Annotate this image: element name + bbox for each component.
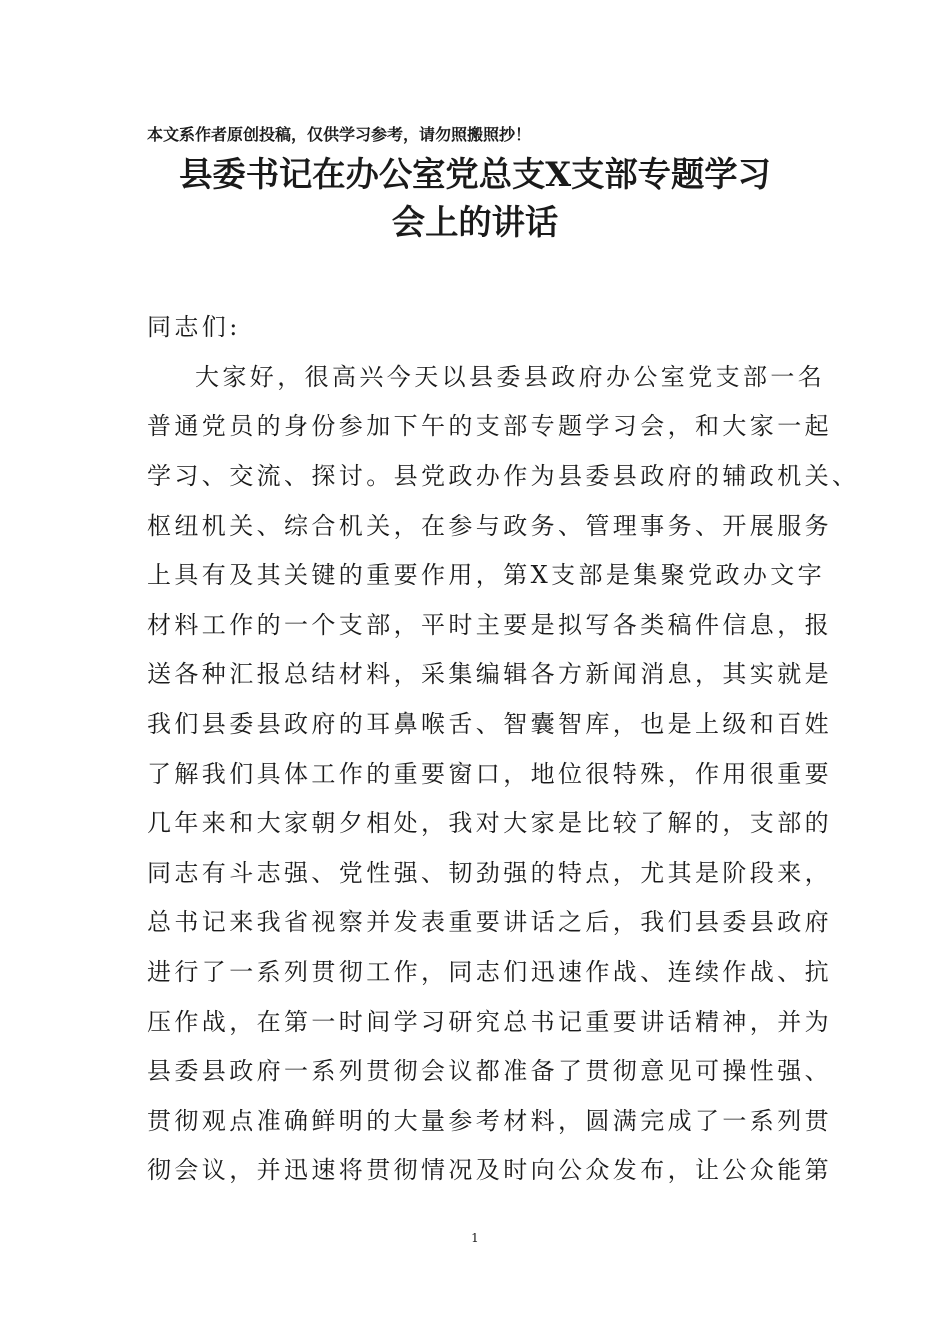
body-line: 材料工作的一个支部，平时主要是拟写各类稿件信息，报 [147, 611, 832, 639]
salutation: 同志们: [147, 313, 241, 341]
body-line: 压作战，在第一时间学习研究总书记重要讲话精神，并为 [147, 1008, 832, 1036]
body-line: 县委县政府一系列贯彻会议都准备了贯彻意见可操性强、 [147, 1057, 832, 1085]
document-title-line-2: 会上的讲话 [391, 203, 559, 243]
body-line: 枢纽机关、综合机关，在参与政务、管理事务、开展服务 [147, 512, 832, 540]
body-line: 贯彻观点准确鲜明的大量参考材料，圆满完成了一系列贯 [147, 1107, 832, 1135]
document-title-line-1: 县委书记在办公室党总支X支部专题学习 [179, 155, 771, 195]
body-line: 进行了一系列贯彻工作，同志们迅速作战、连续作战、抗 [147, 958, 832, 986]
body-line: 同志有斗志强、党性强、韧劲强的特点，尤其是阶段来， [147, 859, 832, 887]
body-line: 上具有及其关键的重要作用，第X支部是集聚党政办文字 [147, 561, 826, 589]
notice-text: 本文系作者原创投稿，仅供学习参考，请勿照搬照抄！ [147, 125, 532, 144]
body-line: 几年来和大家朝夕相处，我对大家是比较了解的，支部的 [147, 809, 832, 837]
body-line: 普通党员的身份参加下午的支部专题学习会，和大家一起 [147, 412, 832, 440]
body-line: 我们县委县政府的耳鼻喉舌、智囊智库，也是上级和百姓 [147, 710, 832, 738]
body-line: 彻会议，并迅速将贯彻情况及时向公众发布，让公众能第 [147, 1156, 832, 1184]
page-number: 1 [471, 1231, 479, 1245]
body-line: 送各种汇报总结材料，采集编辑各方新闻消息，其实就是 [147, 660, 832, 688]
body-line: 大家好，很高兴今天以县委县政府办公室党支部一名 [195, 363, 826, 391]
body-line: 总书记来我省视察并发表重要讲话之后，我们县委县政府 [147, 908, 832, 936]
body-line: 学习、交流、探讨。县党政办作为县委县政府的辅政机关、 [147, 462, 860, 490]
body-line: 了解我们具体工作的重要窗口，地位很特殊，作用很重要 [147, 760, 832, 788]
